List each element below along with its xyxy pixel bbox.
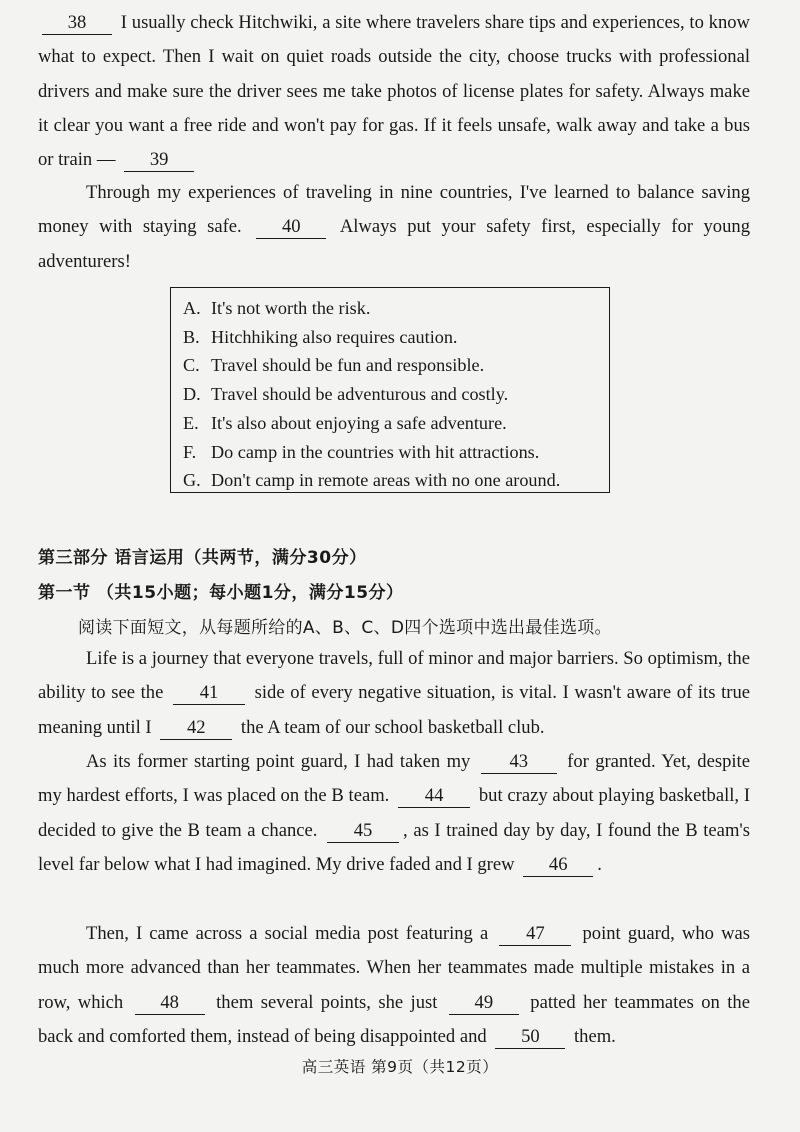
passage-text: I usually check Hitchwiki, a site where travelers share tips and experiences, to know what to expect. Then I wait on quiet roads outside the city, choose trucks with professional drivers and make sure the driver sees me take photos of license plates for safety. Always make it clear you want a free ride and won't pay for gas. If it feels unsafe, walk away and take a bus or train — — [38, 12, 750, 171]
option-d: D. Travel should be adventurous and costly. — [183, 384, 509, 405]
passage-text: Always put your safety first, especially for young adventurers! — [38, 216, 750, 272]
section-subtitle: 第一节 （共15小题；每小题1分，满分15分） — [38, 583, 404, 603]
blank-38[interactable]: 38 — [42, 12, 112, 35]
passage1-paragraph-2 — [38, 176, 750, 279]
blank-47[interactable]: 47 — [499, 923, 571, 946]
option-b: B. Hitchhiking also requires caution. — [183, 326, 458, 347]
blank-41[interactable]: 41 — [173, 682, 245, 705]
blank-49[interactable]: 49 — [449, 992, 519, 1015]
passage1-paragraph-1 — [38, 6, 750, 177]
options-box — [170, 287, 610, 493]
option-a: A. It's not worth the risk. — [183, 298, 371, 318]
option-f: F. Do camp in the countries with hit attractions. — [183, 441, 540, 462]
blank-40[interactable]: 40 — [256, 216, 326, 239]
passage2-paragraph-1: Life is a journey that everyone travels, full of minor and major barriers. So optimism, the ability to see the 41 side of every negative situation, is vital. I wasn't aware of its true meaning until I 42 the A team of our school basketball club. — [38, 648, 751, 738]
blank-39[interactable]: 39 — [124, 149, 194, 172]
blank-50[interactable]: 50 — [495, 1026, 565, 1049]
passage2-paragraph-2: As its former starting point guard, I had taken my 43 for granted. Yet, despite my hardest efforts, I was placed on the B team. 44 but crazy about playing basketball, I decided to give the B team a chance. 45 , as I trained day by day, I found the B team's level far below what I had imagined. My drive faded and I grew 46 . — [38, 751, 751, 875]
blank-43[interactable]: 43 — [481, 751, 557, 774]
option-e: E. It's also about enjoying a safe adventure. — [183, 412, 507, 433]
blank-45[interactable]: 45 — [327, 820, 399, 843]
option-g: G. Don't camp in remote areas with no one around. — [183, 470, 561, 491]
passage-text: Through my experiences of traveling in nine countries, I've learned to balance saving money with staying safe. — [38, 182, 750, 238]
section-instruction: 阅读下面短文，从每题所给的A、B、C、D四个选项中选出最佳选项。 — [78, 618, 612, 638]
page-footer: 高三英语 第9页（共12页） — [301, 1058, 499, 1076]
blank-48[interactable]: 48 — [135, 992, 205, 1015]
blank-42[interactable]: 42 — [160, 717, 232, 740]
section-title: 第三部分 语言运用（共两节，满分30分） — [38, 548, 367, 568]
option-c: C. Travel should be fun and responsible. — [183, 355, 485, 376]
blank-46[interactable]: 46 — [523, 854, 593, 877]
blank-44[interactable]: 44 — [398, 785, 470, 808]
passage2-paragraph-3: Then, I came across a social media post featuring a 47 point guard, who was much more advanced than her teammates. When her teammates made multiple mistakes in a row, which 48 them several points, she just 49 patted her teammates on the back and comforted them, instead of being disappointed and 50 them. — [38, 923, 750, 1047]
